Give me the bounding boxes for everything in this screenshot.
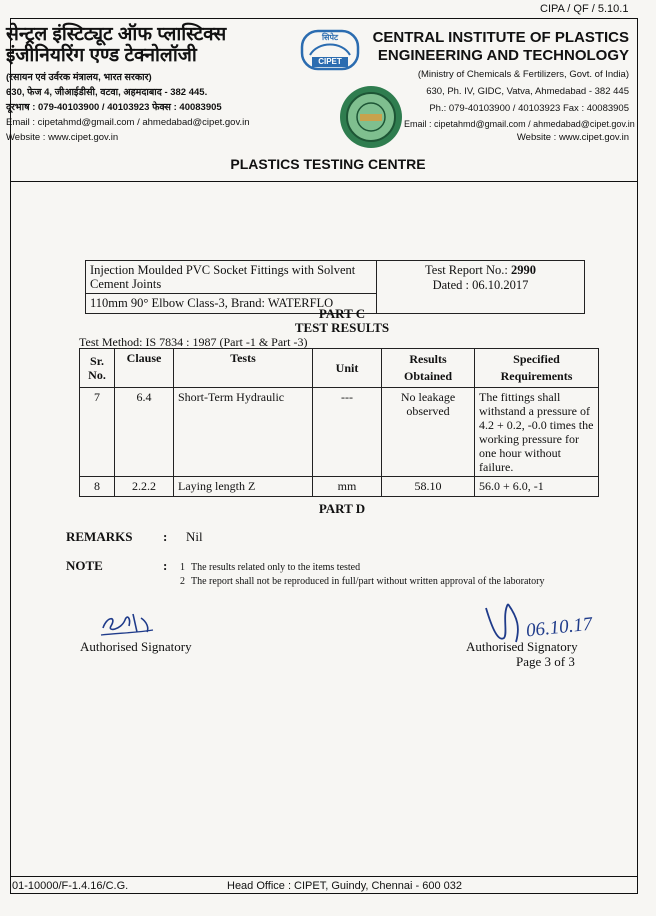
row-clause: 2.2.2 [115,477,174,497]
table-row [80,477,599,497]
header-right-contact [404,117,635,145]
left-email: Email : cipetahmd@gmail.com / ahmedabad@cipet.gov.in [6,117,250,128]
row-test: Short-Term Hydraulic [174,388,313,477]
en-address: 630, Ph. IV, GIDC, Vatva, Ahmedabad - 382 445 [426,86,629,97]
right-signature-date: 06.10.17 [525,613,594,642]
col-clause: Clause [115,349,174,388]
table-row [80,388,599,477]
dated-value: 06.10.2017 [472,278,529,292]
row-unit: --- [313,388,382,477]
col-specified: Specified Requirements [475,349,599,388]
report-dated [381,278,580,293]
header-right [370,29,629,65]
test-results-title: TEST RESULTS [294,320,390,335]
results-header-row [80,349,599,388]
left-website: Website : www.cipet.gov.in [6,132,119,143]
header-left [6,24,296,145]
row-result: No leakage observed [382,388,475,477]
col-sr: Sr. No. [80,349,115,388]
footer-divider [10,876,638,877]
form-code: CIPA / QF / 5.10.1 [540,3,629,15]
note-label: NOTE [66,558,103,573]
footer-form-ref: 01-10000/F-1.4.16/C.G. [12,880,129,892]
sample-description-line2: Cement Joints [90,277,162,291]
row-result: 58.10 [382,477,475,497]
remarks-label: REMARKS [66,529,133,544]
page-number: Page 3 of 3 [516,654,575,669]
sample-description-line1: Injection Moulded PVC Socket Fittings with Solvent [90,263,356,277]
col-tests: Tests [174,349,313,388]
sample-description-cell [86,261,377,294]
centre-title: PLASTICS TESTING CENTRE [230,156,426,172]
en-name-line2: ENGINEERING AND TECHNOLOGY [377,47,629,64]
header-divider [10,181,638,182]
report-no-value: 2990 [510,263,536,277]
report-no [381,263,580,278]
hindi-name-line1: सेन्ट्रल इंस्टिट्यूट ऑफ प्लास्टिक्स [6,24,227,45]
note-colon: : [163,558,168,573]
list-item: 2 The report shall not be reproduced in full/part without written approval of the laboratory [180,576,545,587]
remarks-value: Nil [186,529,203,544]
en-ministry: (Ministry of Chemicals & Fertilizers, Govt. of India) [417,69,629,80]
col-unit: Unit [313,349,382,388]
row-sr: 8 [80,477,115,497]
right-website: Website : www.cipet.gov.in [516,132,629,143]
footer-head-office: Head Office : CIPET, Guindy, Chennai - 600 032 [227,880,463,892]
part-c-title: PART C [318,306,366,321]
note-list [163,561,633,589]
row-sr: 7 [80,388,115,477]
hindi-name-line2: इंजीनियरिंग एण्ड टेक्नोलॉजी [6,45,197,66]
row-clause: 6.4 [115,388,174,477]
header-right-details [382,66,629,117]
test-method: Test Method: IS 7834 : 1987 (Part -1 & Part -3) [79,335,308,349]
right-email: Email : cipetahmd@gmail.com / ahmedabad@cipet.gov.in [404,119,635,129]
part-c-heading [0,307,656,335]
row-spec: 56.0 + 6.0, -1 [475,477,599,497]
hindi-address: 630, फेज 4, जीआईडीसी, वटवा, अहमदाबाद - 382 445. [6,87,208,98]
left-signatory-label: Authorised Signatory [80,639,192,654]
row-test: Laying length Z [174,477,313,497]
report-info-cell [377,261,585,314]
hindi-phone: दूरभाष : 079-40103900 / 40103923 फेक्स : 40083905 [6,102,222,113]
part-d-title: PART D [318,501,366,516]
sample-description-line3: 110mm 90° Elbow Class-3, Brand: WATERFLO [86,294,377,314]
sample-info-row [86,261,585,294]
right-signatory-label: Authorised Signatory [466,639,578,654]
en-phone: Ph.: 079-40103900 / 40103923 Fax : 40083905 [429,103,629,114]
logo-text: CIPET [318,57,342,66]
en-name-line1: CENTRAL INSTITUTE OF PLASTICS [372,29,629,46]
row-spec: The fittings shall withstand a pressure of 4.2 + 0.2, -0.0 times the working pressure for one hour without failure. [475,388,599,477]
row-unit: mm [313,477,382,497]
results-table [79,348,599,497]
hindi-ministry: (रसायन एवं उर्वरक मंत्रालय, भारत सरकार) [6,72,152,83]
report-no-label: Test Report No.: [425,263,508,277]
col-results: Results Obtained [382,349,475,388]
cipet-logo [296,27,364,75]
logo-hindi: सिपेट [321,33,339,42]
dated-label: Dated : [432,278,470,292]
left-signature-scribble [97,608,157,640]
list-item: 1 The results related only to the items tested [180,562,361,573]
remarks-colon: : [163,529,168,544]
